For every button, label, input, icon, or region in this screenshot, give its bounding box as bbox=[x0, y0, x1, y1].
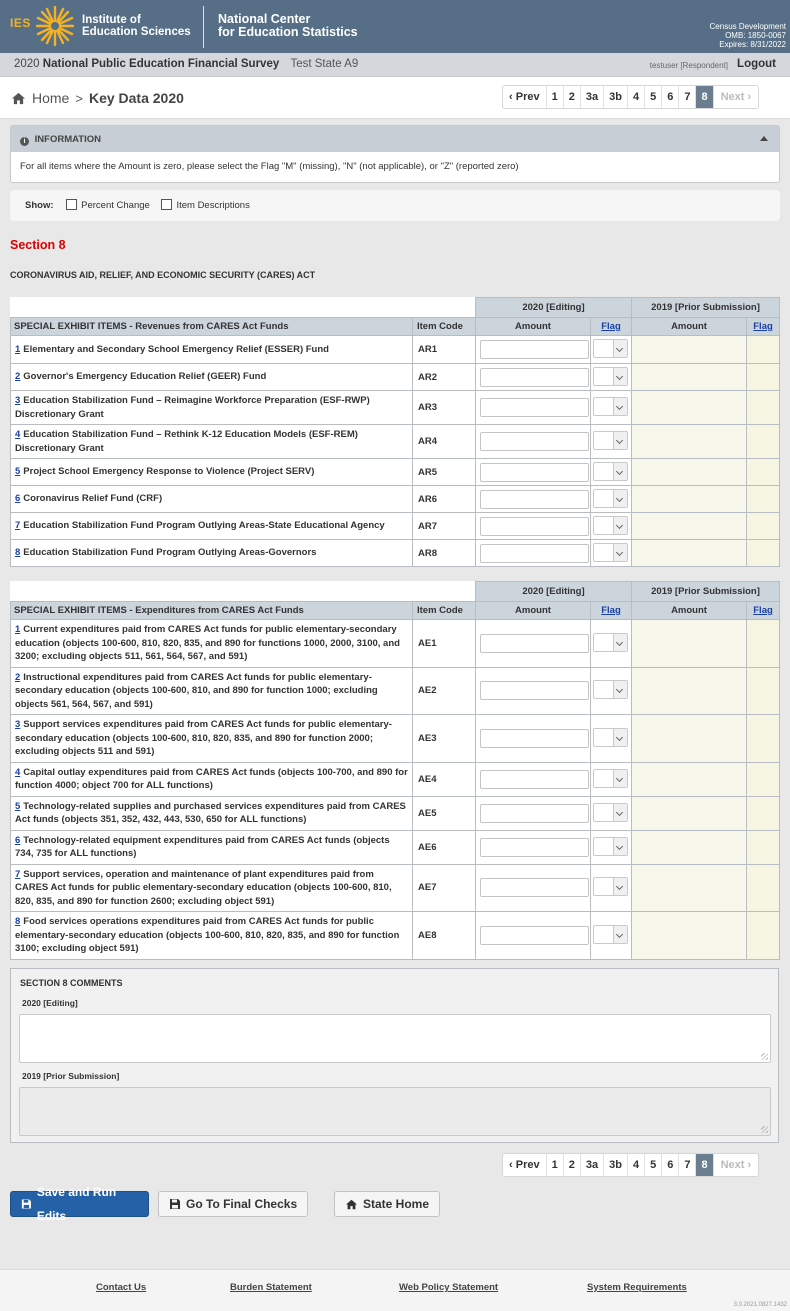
item-number-link[interactable]: 6 bbox=[15, 493, 21, 505]
footer bbox=[0, 1269, 790, 1311]
table-row bbox=[11, 486, 780, 513]
chevron-down-icon[interactable] bbox=[613, 838, 627, 855]
amount-input[interactable] bbox=[480, 368, 589, 387]
item-number-link[interactable]: 6 bbox=[15, 834, 21, 846]
amount-input[interactable] bbox=[480, 926, 589, 945]
table-row bbox=[11, 459, 780, 486]
prior-amount bbox=[632, 391, 747, 425]
item-description: 8 Food services operations expenditures paid from CARES Act funds for public elementary-secondary education (objects 100-600, 810, 820, 835, and 890 for function 3100; excluding object 591) bbox=[11, 912, 413, 960]
flag-select[interactable] bbox=[593, 543, 628, 562]
info-icon: i bbox=[20, 137, 29, 146]
prior-amount bbox=[632, 425, 747, 459]
prior-amount bbox=[632, 796, 747, 830]
user-info: testuser [Respondent] bbox=[649, 61, 728, 70]
save-and-run-edits-button[interactable]: Save and Run Edits bbox=[10, 1191, 149, 1217]
amount-input[interactable] bbox=[480, 398, 589, 417]
prior-amount bbox=[632, 336, 747, 364]
chevron-down-icon[interactable] bbox=[613, 729, 627, 746]
flag-select[interactable] bbox=[593, 397, 628, 416]
flag-select[interactable] bbox=[593, 877, 628, 896]
item-description: 2 Instructional expenditures paid from CARES Act funds for public elementary-secondary education (objects 100-600, 810, and 890 for function 1000; excluding objects 561, 564, 567, and 591) bbox=[11, 667, 413, 715]
prior-flag bbox=[747, 912, 780, 960]
page-title: Key Data 2020 bbox=[88, 90, 184, 106]
page-2-button[interactable]: 2 bbox=[564, 86, 581, 108]
table-row bbox=[11, 391, 780, 425]
chevron-down-icon[interactable] bbox=[613, 681, 627, 698]
information-header[interactable]: i INFORMATION bbox=[11, 126, 779, 152]
flag-header-link[interactable]: Flag bbox=[601, 605, 621, 616]
table-row bbox=[11, 796, 780, 830]
resize-grip-icon bbox=[761, 1126, 768, 1133]
prior-amount bbox=[632, 364, 747, 391]
flag-select[interactable] bbox=[593, 837, 628, 856]
item-number-link[interactable]: 4 bbox=[15, 429, 21, 440]
item-description: 5 Project School Emergency Response to Violence (Project SERV) bbox=[11, 459, 413, 486]
breadcrumb-home[interactable]: Home bbox=[32, 90, 70, 106]
prior-amount bbox=[632, 667, 747, 715]
institute-name: Institute of Education Sciences bbox=[82, 14, 191, 38]
item-code: AR5 bbox=[413, 459, 476, 486]
prior-flag bbox=[747, 620, 780, 668]
prior-amount bbox=[632, 864, 747, 912]
prior-group-header: 2019 [Prior Submission] bbox=[632, 298, 780, 318]
item-code: AE1 bbox=[413, 620, 476, 668]
item-description: 1 Current expenditures paid from CARES Act funds for public elementary-secondary education (objects 100-600, 810, 820, 835, and 890 for functions 1000, 2000, 3100, and 3200; excluding objects 511, 561, 564, 567, and 591) bbox=[11, 620, 413, 668]
nces-name: National Center for Education Statistics bbox=[218, 12, 358, 39]
item-number-link[interactable]: 7 bbox=[15, 868, 21, 880]
breadcrumb-bar bbox=[0, 77, 790, 119]
item-number-link[interactable]: 5 bbox=[15, 800, 21, 812]
prev-page-button[interactable]: ‹ Prev bbox=[503, 86, 547, 108]
prev-page-button[interactable]: ‹ Prev bbox=[503, 1154, 547, 1176]
chevron-down-icon[interactable] bbox=[613, 878, 627, 895]
item-code: AE3 bbox=[413, 715, 476, 763]
flag-select[interactable] bbox=[593, 680, 628, 699]
prior-flag bbox=[747, 391, 780, 425]
item-number-link[interactable]: 1 bbox=[15, 624, 21, 635]
item-code: AR3 bbox=[413, 391, 476, 425]
breadcrumb bbox=[11, 90, 184, 106]
item-number-link[interactable]: 2 bbox=[15, 371, 21, 383]
item-number-link[interactable]: 5 bbox=[15, 466, 21, 478]
prior-amount bbox=[632, 540, 747, 567]
prior-amount bbox=[632, 912, 747, 960]
item-description: 3 Education Stabilization Fund – Reimagine Workforce Preparation (ESF-RWP) Discretionary Grant bbox=[11, 391, 413, 425]
page-1-button[interactable]: 1 bbox=[547, 1154, 564, 1176]
item-description: 7 Support services, operation and maintenance of plant expenditures paid from CARES Act funds for public elementary-secondary education (objects 100-600, 810, 820, 835, and 890 for function 2600; excluding object 591) bbox=[11, 864, 413, 912]
table-row bbox=[11, 425, 780, 459]
amount-input[interactable] bbox=[480, 340, 589, 359]
table-row bbox=[11, 620, 780, 668]
flag-select[interactable] bbox=[593, 431, 628, 450]
item-description: 6 Technology-related equipment expenditures paid from CARES Act funds (objects 734, 735 for ALL functions) bbox=[11, 830, 413, 864]
next-page-button[interactable]: Next › bbox=[720, 91, 752, 103]
editing-group-header: 2020 [Editing] bbox=[476, 582, 632, 602]
survey-title: 2020 National Public Education Financial Survey Test State A9 bbox=[14, 58, 359, 70]
table-row bbox=[11, 540, 780, 567]
prior-amount bbox=[632, 459, 747, 486]
resize-grip-icon[interactable] bbox=[761, 1053, 768, 1060]
page-8-button[interactable]: 8 bbox=[696, 1154, 713, 1176]
amount-input[interactable] bbox=[480, 804, 589, 823]
prior-amount bbox=[632, 715, 747, 763]
chevron-down-icon[interactable] bbox=[613, 804, 627, 821]
prior-flag bbox=[747, 715, 780, 763]
item-description: 1 Elementary and Secondary School Emergency Relief (ESSER) Fund bbox=[11, 336, 413, 364]
table-row bbox=[11, 364, 780, 391]
item-code-header: Item Code bbox=[413, 602, 476, 620]
comments-editing-label: 2020 [Editing] bbox=[22, 998, 78, 1008]
item-number-link[interactable]: 3 bbox=[15, 719, 21, 730]
table-row bbox=[11, 864, 780, 912]
page-1-button[interactable]: 1 bbox=[547, 86, 564, 108]
comments-editing-textarea[interactable] bbox=[19, 1014, 771, 1063]
flag-select[interactable] bbox=[593, 728, 628, 747]
item-code: AE5 bbox=[413, 796, 476, 830]
chevron-down-icon[interactable] bbox=[613, 368, 627, 385]
show-label: Show: bbox=[25, 200, 54, 211]
prior-flag bbox=[747, 336, 780, 364]
prior-flag-header-link[interactable]: Flag bbox=[753, 321, 773, 332]
amount-input[interactable] bbox=[480, 463, 589, 482]
amount-input[interactable] bbox=[480, 770, 589, 789]
chevron-down-icon[interactable] bbox=[613, 926, 627, 943]
next-page-button[interactable]: Next › bbox=[720, 1159, 752, 1171]
expenditures-table bbox=[10, 581, 780, 960]
expenditures-header: SPECIAL EXHIBIT ITEMS - Expenditures from CARES Act Funds bbox=[11, 602, 413, 620]
page-3a-button[interactable]: 3a bbox=[581, 86, 604, 108]
chevron-down-icon[interactable] bbox=[613, 463, 627, 480]
page-6-button[interactable]: 6 bbox=[662, 1154, 679, 1176]
prior-amount bbox=[632, 513, 747, 540]
burden-statement-link[interactable]: Burden Statement bbox=[230, 1282, 312, 1293]
breadcrumb-separator: > bbox=[75, 90, 83, 106]
information-text: For all items where the Amount is zero, please select the Flag "M" (missing), "N" (not applicable), or "Z" (reported zero) bbox=[20, 161, 519, 172]
item-code: AR8 bbox=[413, 540, 476, 567]
item-description: 5 Technology-related supplies and purchased services expenditures paid from CARES Act funds (objects 351, 352, 432, 443, 530, 650 for ALL functions) bbox=[11, 796, 413, 830]
prior-amount-header: Amount bbox=[632, 318, 747, 336]
page-5-button[interactable]: 5 bbox=[645, 86, 662, 108]
chevron-down-icon[interactable] bbox=[613, 432, 627, 449]
table-row bbox=[11, 715, 780, 763]
item-code: AE8 bbox=[413, 912, 476, 960]
logout-link[interactable]: Logout bbox=[737, 58, 776, 70]
item-code: AE6 bbox=[413, 830, 476, 864]
item-description: 2 Governor's Emergency Education Relief (GEER) Fund bbox=[11, 364, 413, 391]
item-code: AR7 bbox=[413, 513, 476, 540]
comments-prior-label: 2019 [Prior Submission] bbox=[22, 1071, 120, 1081]
save-icon bbox=[169, 1198, 181, 1210]
amount-header: Amount bbox=[476, 602, 591, 620]
amount-header: Amount bbox=[476, 318, 591, 336]
item-number-link[interactable]: 1 bbox=[15, 343, 21, 355]
survey-bar bbox=[0, 53, 790, 77]
flag-header-link[interactable]: Flag bbox=[601, 321, 621, 332]
prior-flag bbox=[747, 667, 780, 715]
system-requirements-link[interactable]: System Requirements bbox=[587, 1282, 687, 1293]
flag-select[interactable] bbox=[593, 803, 628, 822]
flag-select[interactable] bbox=[593, 462, 628, 481]
flag-select[interactable] bbox=[593, 367, 628, 386]
prior-amount bbox=[632, 620, 747, 668]
chevron-down-icon[interactable] bbox=[613, 517, 627, 534]
prior-flag bbox=[747, 486, 780, 513]
amount-input[interactable] bbox=[480, 544, 589, 563]
amount-input[interactable] bbox=[480, 729, 589, 748]
page-7-button[interactable]: 7 bbox=[679, 86, 696, 108]
chevron-down-icon[interactable] bbox=[613, 490, 627, 507]
prior-flag bbox=[747, 364, 780, 391]
editing-group-header: 2020 [Editing] bbox=[476, 298, 632, 318]
page-5-button[interactable]: 5 bbox=[645, 1154, 662, 1176]
prior-group-header: 2019 [Prior Submission] bbox=[632, 582, 780, 602]
page-4-button[interactable]: 4 bbox=[628, 1154, 645, 1176]
section-comments bbox=[10, 968, 779, 1143]
prior-amount bbox=[632, 486, 747, 513]
flag-select[interactable] bbox=[593, 925, 628, 944]
state-home-button[interactable]: State Home bbox=[334, 1191, 440, 1217]
ies-logo-text: IES bbox=[10, 16, 31, 30]
flag-select[interactable] bbox=[593, 489, 628, 508]
item-code-header: Item Code bbox=[413, 318, 476, 336]
item-description: 4 Education Stabilization Fund – Rethink K-12 Education Models (ESF-REM) Discretionary Grant bbox=[11, 425, 413, 459]
item-code: AE7 bbox=[413, 864, 476, 912]
page-4-button[interactable]: 4 bbox=[628, 86, 645, 108]
census-omb-info: Census Development OMB: 1850-0067 Expires: 8/31/2022 bbox=[709, 22, 786, 49]
amount-input[interactable] bbox=[480, 634, 589, 653]
page-3b-button[interactable]: 3b bbox=[604, 86, 628, 108]
percent-change-checkbox[interactable] bbox=[66, 199, 77, 210]
table-row bbox=[11, 513, 780, 540]
prior-flag bbox=[747, 796, 780, 830]
table-row bbox=[11, 912, 780, 960]
item-number-link[interactable]: 2 bbox=[15, 671, 21, 683]
flag-select[interactable] bbox=[593, 339, 628, 358]
revenues-table bbox=[10, 297, 780, 567]
show-options bbox=[10, 190, 780, 221]
pagination-bottom bbox=[502, 1153, 759, 1177]
item-number-link[interactable]: 4 bbox=[15, 766, 21, 778]
item-description: 4 Capital outlay expenditures paid from CARES Act funds (objects 100-700, and 890 for function 4000; object 700 for ALL functions) bbox=[11, 762, 413, 796]
table-row bbox=[11, 336, 780, 364]
prior-flag bbox=[747, 762, 780, 796]
item-number-link[interactable]: 3 bbox=[15, 395, 21, 406]
amount-input[interactable] bbox=[480, 681, 589, 700]
flag-select[interactable] bbox=[593, 633, 628, 652]
amount-input[interactable] bbox=[480, 838, 589, 857]
prior-flag bbox=[747, 425, 780, 459]
item-code: AR1 bbox=[413, 336, 476, 364]
comments-prior-textarea bbox=[19, 1087, 771, 1136]
item-code: AE2 bbox=[413, 667, 476, 715]
table-row bbox=[11, 667, 780, 715]
item-number-link[interactable]: 7 bbox=[15, 520, 21, 532]
table-row bbox=[11, 762, 780, 796]
pagination-top bbox=[502, 85, 759, 109]
prior-flag bbox=[747, 830, 780, 864]
item-descriptions-checkbox[interactable] bbox=[161, 199, 172, 210]
item-number-link[interactable]: 8 bbox=[15, 547, 21, 559]
act-title: CORONAVIRUS AID, RELIEF, AND ECONOMIC SECURITY (CARES) ACT bbox=[10, 270, 316, 280]
amount-input[interactable] bbox=[480, 490, 589, 509]
page-7-button[interactable]: 7 bbox=[679, 1154, 696, 1176]
amount-input[interactable] bbox=[480, 878, 589, 897]
comments-title: SECTION 8 COMMENTS bbox=[20, 978, 123, 988]
prior-amount-header: Amount bbox=[632, 602, 747, 620]
prior-flag bbox=[747, 540, 780, 567]
table-row bbox=[11, 830, 780, 864]
section-title: Section 8 bbox=[10, 238, 66, 252]
version-number: 3.0.2021.0827.1432 bbox=[733, 1302, 787, 1308]
prior-amount bbox=[632, 762, 747, 796]
item-code: AE4 bbox=[413, 762, 476, 796]
page-2-button[interactable]: 2 bbox=[564, 1154, 581, 1176]
prior-flag bbox=[747, 864, 780, 912]
home-icon[interactable] bbox=[11, 92, 26, 105]
information-panel bbox=[10, 125, 780, 183]
flag-select[interactable] bbox=[593, 769, 628, 788]
prior-flag bbox=[747, 513, 780, 540]
item-description: 7 Education Stabilization Fund Program Outlying Areas-State Educational Agency bbox=[11, 513, 413, 540]
chevron-down-icon[interactable] bbox=[613, 340, 627, 357]
banner-divider bbox=[203, 6, 204, 48]
page-6-button[interactable]: 6 bbox=[662, 86, 679, 108]
prior-amount bbox=[632, 830, 747, 864]
page-3a-button[interactable]: 3a bbox=[581, 1154, 604, 1176]
item-code: AR6 bbox=[413, 486, 476, 513]
item-description: 8 Education Stabilization Fund Program Outlying Areas-Governors bbox=[11, 540, 413, 567]
item-description: 3 Support services expenditures paid from CARES Act funds for public elementary-secondary education (objects 100-600, 810, 820, 835, and 890 for function 2000; excluding objects 511 and 591) bbox=[11, 715, 413, 763]
go-to-final-checks-button[interactable]: Go To Final Checks bbox=[158, 1191, 308, 1217]
page-3b-button[interactable]: 3b bbox=[604, 1154, 628, 1176]
contact-us-link[interactable]: Contact Us bbox=[96, 1282, 147, 1293]
item-code: AR2 bbox=[413, 364, 476, 391]
chevron-down-icon[interactable] bbox=[613, 634, 627, 651]
item-number-link[interactable]: 8 bbox=[15, 916, 21, 927]
item-description: 6 Coronavirus Relief Fund (CRF) bbox=[11, 486, 413, 513]
amount-input[interactable] bbox=[480, 517, 589, 536]
item-descriptions-label: Item Descriptions bbox=[176, 200, 250, 211]
chevron-down-icon[interactable] bbox=[613, 544, 627, 561]
item-code: AR4 bbox=[413, 425, 476, 459]
amount-input[interactable] bbox=[480, 432, 589, 451]
prior-flag bbox=[747, 459, 780, 486]
ies-sunburst-logo bbox=[36, 5, 74, 47]
home-icon bbox=[345, 1199, 358, 1210]
chevron-down-icon[interactable] bbox=[613, 770, 627, 787]
page-8-button[interactable]: 8 bbox=[696, 86, 713, 108]
save-icon bbox=[21, 1198, 32, 1210]
web-policy-link[interactable]: Web Policy Statement bbox=[399, 1282, 499, 1293]
chevron-down-icon[interactable] bbox=[613, 398, 627, 415]
revenues-header: SPECIAL EXHIBIT ITEMS - Revenues from CARES Act Funds bbox=[11, 318, 413, 336]
state-name: Test State A9 bbox=[290, 58, 359, 70]
top-banner bbox=[0, 0, 790, 53]
collapse-caret-icon[interactable] bbox=[760, 136, 768, 141]
percent-change-label: Percent Change bbox=[81, 200, 150, 211]
flag-select[interactable] bbox=[593, 516, 628, 535]
prior-flag-header-link[interactable]: Flag bbox=[753, 605, 773, 616]
